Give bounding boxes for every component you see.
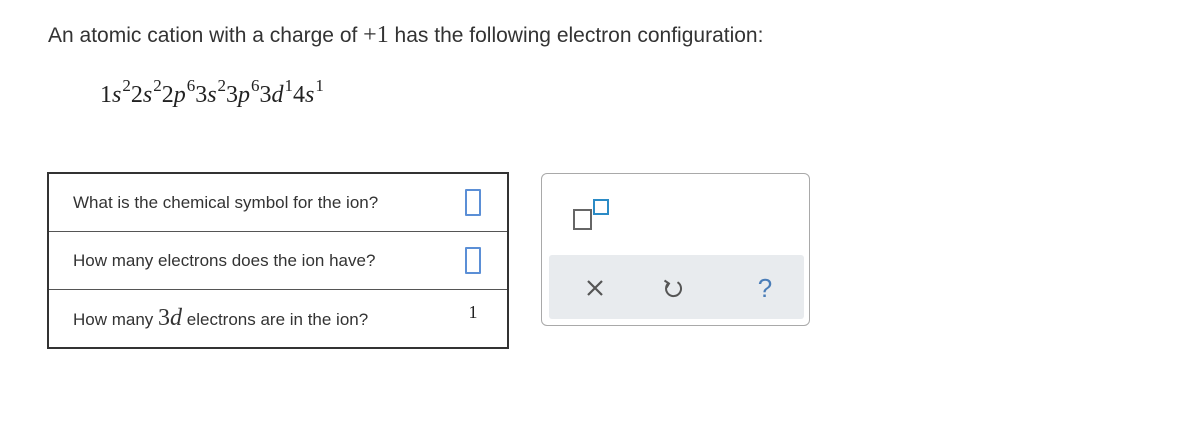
3d-electrons-answer: 1 [468,302,478,322]
electron-count: 1 [284,76,294,95]
base-box [573,209,592,230]
undo-icon[interactable] [658,273,688,303]
table-row [48,232,508,290]
symbol-question: What is the chemical symbol for the ion? [73,192,379,212]
symbol-answer-input[interactable] [465,189,481,216]
electron-count-answer-cell [439,232,508,290]
shell-number: 3 [195,82,208,108]
orbital-term [260,78,294,109]
superscript-template-icon[interactable] [573,199,613,229]
charge-value: +1 [363,22,389,48]
3d-electrons-question [48,290,439,349]
subshell-letter: p [238,82,251,108]
shell-number: 3 [259,82,272,108]
subshell-letter: s [112,82,122,108]
electron-count: 2 [122,76,131,95]
shell-number: 2 [161,82,174,108]
question-prefix: An atomic cation with a charge of [48,24,364,47]
electron-count: 1 [315,76,324,95]
action-bar [549,255,804,319]
orbital-term [131,78,162,109]
shell-number: 2 [130,82,143,108]
subshell-letter: s [142,82,153,108]
orbital-label [158,305,182,331]
table-row [48,173,508,232]
orbital-term [293,78,324,109]
orbital-term [226,78,260,109]
subshell-letter: s [305,82,315,108]
electron-count: 6 [251,76,260,95]
orbital-number: 3 [158,305,171,331]
electron-configuration [100,78,324,109]
question-text [48,22,763,49]
electron-count: 2 [217,76,227,95]
symbol-answer-cell [439,173,508,232]
close-icon[interactable] [580,273,610,303]
exponent-box [593,199,609,215]
electron-count: 2 [153,76,162,95]
shell-number: 4 [293,82,306,108]
3d-electrons-answer-cell [439,290,508,349]
orbital-term [162,78,196,109]
subshell-letter: s [207,82,217,108]
orbital-letter: d [170,305,183,331]
question-prefix: How many [73,310,159,329]
question-suffix: has the following electron configuration: [388,24,764,47]
subshell-letter: p [173,82,186,108]
shell-number: 1 [100,82,112,108]
question-suffix: electrons are in the ion? [182,310,369,329]
orbital-term [100,78,131,109]
subshell-letter: d [271,82,284,108]
orbital-term [195,78,226,109]
shell-number: 3 [226,82,239,108]
electron-count-answer-input[interactable] [465,247,481,274]
electron-count: 6 [186,76,196,95]
question-table [47,172,509,349]
help-icon[interactable]: ? [757,273,773,303]
table-row [48,290,508,349]
math-toolbox [541,173,810,326]
electron-count-question: How many electrons does the ion have? [48,232,439,290]
